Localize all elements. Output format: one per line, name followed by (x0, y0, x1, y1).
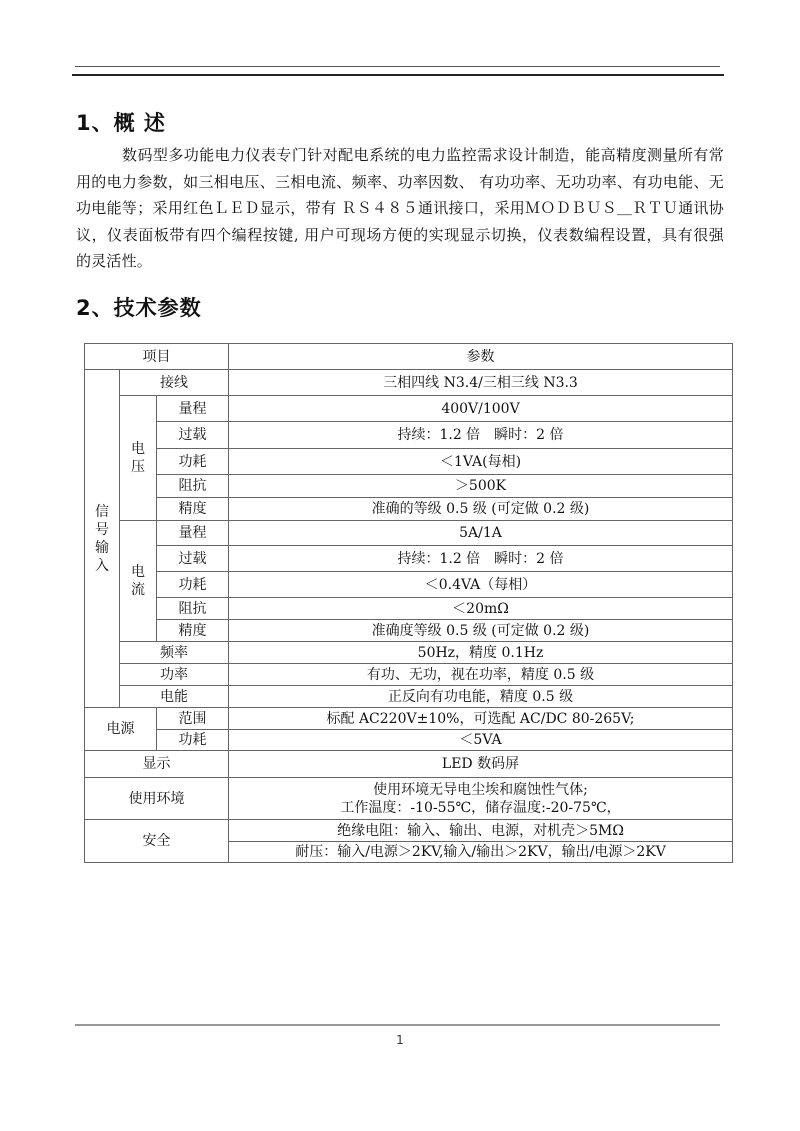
safety-label: 安全 (85, 820, 229, 863)
current-accuracy-value: 准确度等级 0.5 级 (可定做 0.2 级) (229, 620, 733, 642)
wiring-label: 接线 (120, 370, 229, 396)
table-row (85, 546, 733, 572)
table-header-row (85, 344, 733, 370)
supply-range-value: 标配 AC220V±10%，可选配 AC/DC 80-265V; (229, 708, 733, 730)
current-range-value: 5A/1A (229, 521, 733, 546)
safety-insulation-value: 绝缘电阻：输入、输出、电源，对机壳＞5MΩ (229, 820, 733, 842)
current-label: 电流 (120, 521, 157, 642)
section-heading-specs: 2、技术参数 (76, 296, 202, 320)
supply-range-label: 范围 (157, 708, 229, 730)
section-heading-overview: 1、概 述 (76, 111, 166, 135)
signal-input-label: 信号输入 (85, 370, 120, 708)
table-row (85, 778, 733, 820)
overview-paragraph: 数码型多功能电力仪表专门针对配电系统的电力监控需求设计制造，能高精度测量所有常用的电力参数，如三相电压、三相电流、频率、功率因数、 有功功率、无功功率、有功电能、无功电能等；采用红色ＬＥＤ显示，带有 ＲＳ４８５通讯接口，采用ＭＯＤＢＵＳ＿ＲＴＵ通讯协议，仪表面板带有四个编程按键, 用户可现场方便的实现显示切换，仪表数编程设置，具有很强的灵活性。 (76, 146, 724, 270)
supply-consumption-label: 功耗 (157, 730, 229, 751)
table-row (85, 708, 733, 730)
display-value: LED 数码屏 (229, 751, 733, 778)
power-value: 有功、无功，视在功率，精度 0.5 级 (229, 664, 733, 686)
current-range-label: 量程 (157, 521, 229, 546)
voltage-overload-label: 过载 (157, 422, 229, 449)
voltage-consumption-label: 功耗 (157, 449, 229, 475)
table-row (85, 498, 733, 521)
table-row (85, 751, 733, 778)
power-label: 功率 (120, 664, 229, 686)
table-row (85, 664, 733, 686)
current-consumption-value: ＜0.4VA（每相） (229, 572, 733, 598)
table-row (85, 449, 733, 475)
current-overload-label: 过载 (157, 546, 229, 572)
voltage-impedance-label: 阻抗 (157, 475, 229, 498)
voltage-range-value: 400V/100V (229, 396, 733, 422)
table-row (85, 642, 733, 664)
table-row (85, 396, 733, 422)
wiring-value: 三相四线 N3.4/三相三线 N3.3 (229, 370, 733, 396)
footer-rule (75, 1024, 720, 1026)
voltage-label: 电压 (120, 396, 157, 521)
voltage-accuracy-label: 精度 (157, 498, 229, 521)
environment-label: 使用环境 (85, 778, 229, 820)
environment-value (229, 778, 733, 820)
voltage-consumption-value: ＜1VA(每相) (229, 449, 733, 475)
header-item: 项目 (85, 344, 229, 370)
voltage-accuracy-value: 准确的等级 0.5 级 (可定做 0.2 级) (229, 498, 733, 521)
voltage-overload-value: 持续：1.2 倍 瞬时：2 倍 (229, 422, 733, 449)
header-rule-thick (72, 74, 724, 76)
table-row (85, 521, 733, 546)
table-row (85, 730, 733, 751)
display-label: 显示 (85, 751, 229, 778)
table-row (85, 475, 733, 498)
supply-consumption-value: ＜5VA (229, 730, 733, 751)
table-row (85, 422, 733, 449)
environment-line-2: 工作温度：-10-55℃，储存温度:-20-75℃， (340, 799, 621, 816)
header-param: 参数 (229, 344, 733, 370)
energy-value: 正反向有功电能，精度 0.5 级 (229, 686, 733, 708)
frequency-value: 50Hz，精度 0.1Hz (229, 642, 733, 664)
supply-label: 电源 (85, 708, 157, 751)
current-impedance-value: ＜20mΩ (229, 598, 733, 620)
frequency-label: 频率 (120, 642, 229, 664)
header-rule-thin (75, 66, 720, 67)
table-row (85, 598, 733, 620)
table-row (85, 620, 733, 642)
current-impedance-label: 阻抗 (157, 598, 229, 620)
voltage-range-label: 量程 (157, 396, 229, 422)
energy-label: 电能 (120, 686, 229, 708)
spec-table (84, 343, 733, 863)
table-row (85, 572, 733, 598)
voltage-impedance-value: ＞500K (229, 475, 733, 498)
safety-withstand-value: 耐压：输入/电源＞2KV,输入/输出＞2KV，输出/电源＞2KV (229, 842, 733, 863)
table-row (85, 370, 733, 396)
current-accuracy-label: 精度 (157, 620, 229, 642)
current-consumption-label: 功耗 (157, 572, 229, 598)
table-row (85, 686, 733, 708)
environment-line-1: 使用环境无导电尘埃和腐蚀性气体; (373, 781, 588, 798)
current-overload-value: 持续：1.2 倍 瞬时：2 倍 (229, 546, 733, 572)
page-number: 1 (396, 1033, 404, 1047)
table-row (85, 820, 733, 842)
